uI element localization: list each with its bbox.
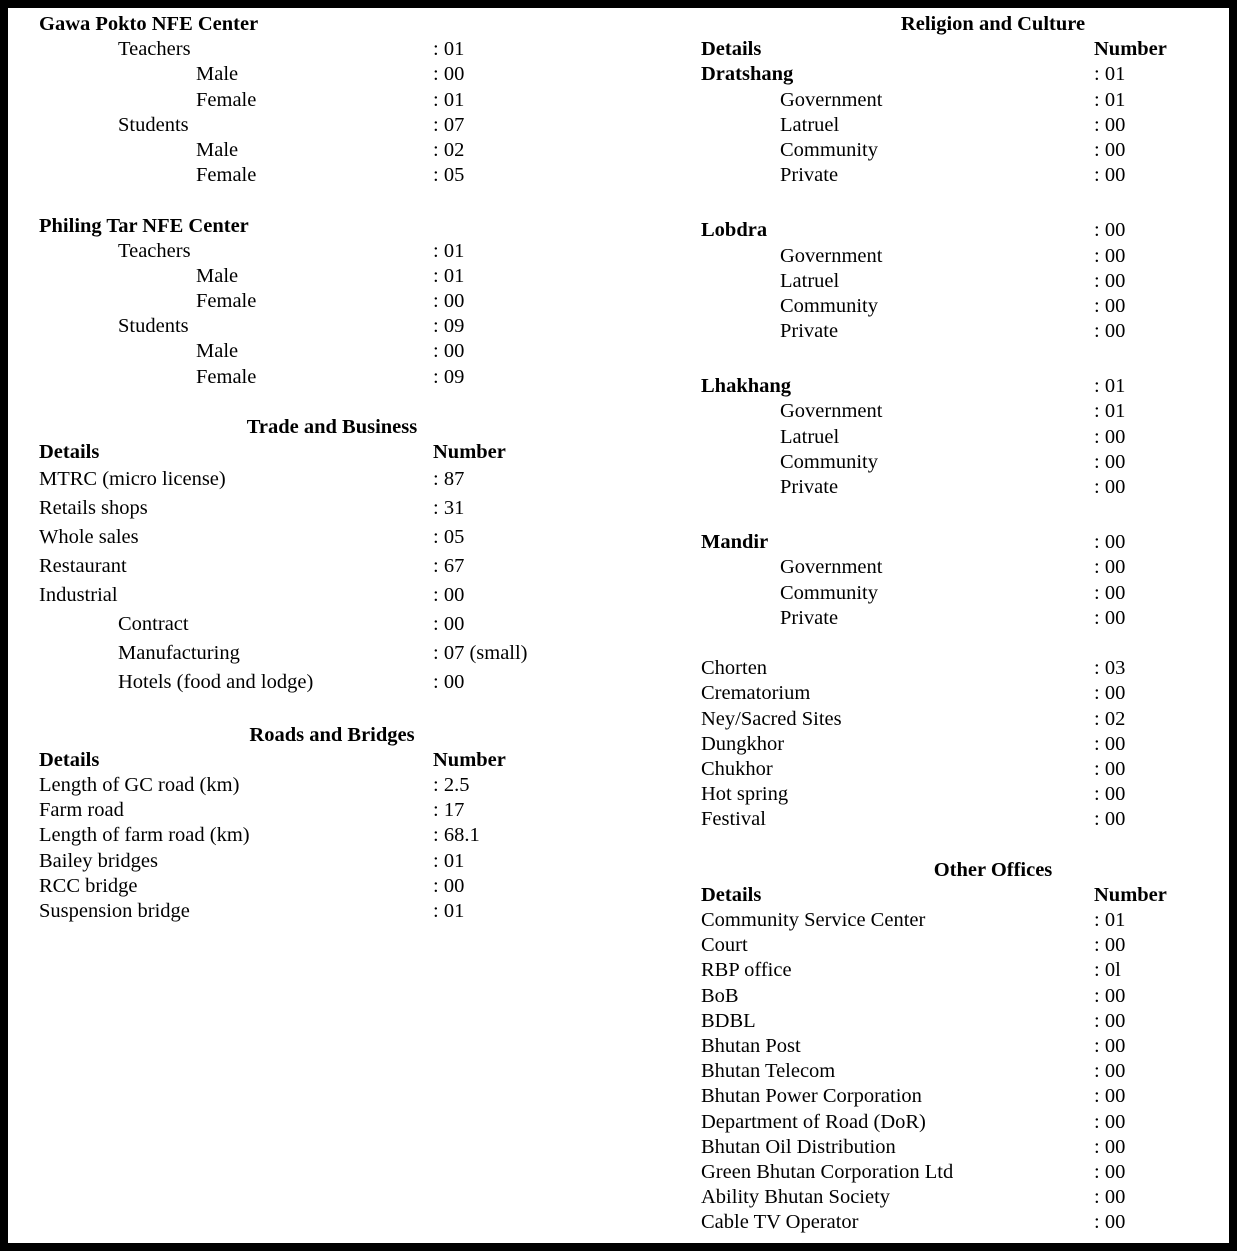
section-title: Gawa Pokto NFE Center — [39, 13, 259, 35]
row-label: Whole sales — [39, 526, 139, 549]
row-value: : 00 — [1094, 1135, 1126, 1158]
row-label: Female — [196, 88, 257, 111]
row-value: : 00 — [1094, 934, 1126, 957]
left-column — [39, 12, 599, 924]
row-label: Latruel — [780, 425, 840, 448]
row-value: : 68.1 — [433, 824, 480, 847]
row-value: : 01 — [433, 899, 465, 922]
row-value: : 00 — [433, 584, 465, 607]
row-label: Bailey bridges — [39, 849, 158, 872]
row-value: : 00 — [1094, 294, 1126, 317]
row-value: : 00 — [1094, 808, 1126, 831]
row-label: Female — [196, 365, 257, 388]
row-value: : 00 — [1094, 244, 1126, 267]
row-value: : 00 — [1094, 138, 1126, 161]
section-title: Philing Tar NFE Center — [39, 214, 249, 237]
row-label: Latruel — [780, 269, 840, 292]
row-value: : 00 — [1094, 1009, 1126, 1032]
section-title: Religion and Culture — [900, 13, 1086, 35]
row-label: BDBL — [701, 1009, 756, 1032]
row-label: Manufacturing — [118, 642, 240, 665]
row-label: Community — [780, 450, 878, 473]
row-label: Government — [780, 400, 883, 423]
row-value: : 00 — [1094, 783, 1126, 806]
row-label: Length of GC road (km) — [39, 773, 240, 796]
row-value: : 00 — [1094, 732, 1126, 755]
row-label: Mandir — [701, 531, 769, 554]
section-title: Trade and Business — [246, 416, 418, 438]
row-value: : 00 — [1094, 219, 1126, 242]
row-value: : 01 — [1094, 375, 1126, 398]
row-value: : 00 — [1094, 556, 1126, 579]
row-label: MTRC (micro license) — [39, 468, 226, 491]
row-value: : 00 — [433, 340, 465, 363]
row-value: : 87 — [433, 468, 465, 491]
row-value: : 07 — [433, 113, 465, 136]
column-header: Details — [701, 38, 762, 61]
column-header: Number — [1094, 38, 1167, 61]
row-value: : 00 — [1094, 581, 1126, 604]
row-label: Female — [196, 164, 257, 187]
row-value: : 00 — [1094, 606, 1126, 629]
row-label: Lobdra — [701, 219, 768, 242]
row-value: : 00 — [1094, 320, 1126, 343]
row-label: Contract — [118, 613, 189, 636]
row-label: Retails shops — [39, 497, 148, 520]
row-value: : 05 — [433, 526, 465, 549]
row-label: Latruel — [780, 113, 840, 136]
row-label: Restaurant — [39, 555, 127, 578]
row-label: Dungkhor — [701, 732, 785, 755]
column-header: Details — [39, 441, 100, 464]
row-value: : 00 — [433, 290, 465, 313]
row-value: : 00 — [1094, 1085, 1126, 1108]
row-label: BoB — [701, 984, 739, 1007]
row-label: Private — [780, 320, 839, 343]
row-label: Male — [196, 63, 239, 86]
row-value: : 0l — [1094, 959, 1121, 982]
row-value: : 00 — [1094, 164, 1126, 187]
row-value: : 00 — [433, 613, 465, 636]
row-label: Community — [780, 581, 878, 604]
row-label: Female — [196, 290, 257, 313]
row-label: Teachers — [118, 239, 191, 262]
row-value: : 00 — [1094, 682, 1126, 705]
row-label: Cable TV Operator — [701, 1211, 859, 1234]
row-value: : 00 — [1094, 1211, 1126, 1234]
column-header: Details — [39, 748, 100, 771]
row-label: Chukhor — [701, 757, 773, 780]
row-value: : 01 — [433, 849, 465, 872]
row-value: : 01 — [1094, 63, 1126, 86]
row-value: : 05 — [433, 164, 465, 187]
row-label: Male — [196, 138, 239, 161]
row-value: : 09 — [433, 315, 465, 338]
row-value: : 03 — [1094, 657, 1126, 680]
column-header: Number — [433, 441, 506, 464]
row-label: Chorten — [701, 657, 768, 680]
row-value: : 00 — [1094, 1186, 1126, 1209]
row-label: Length of farm road (km) — [39, 824, 250, 847]
row-value: : 01 — [1094, 909, 1126, 931]
row-label: Community Service Center — [701, 909, 926, 931]
row-value: : 01 — [433, 239, 465, 262]
row-value: : 00 — [1094, 269, 1126, 292]
row-label: Department of Road (DoR) — [701, 1110, 926, 1133]
row-value: : 17 — [433, 799, 465, 822]
row-value: : 01 — [433, 264, 465, 287]
row-label: Suspension bridge — [39, 899, 190, 922]
row-label: Court — [701, 934, 748, 957]
row-value: : 02 — [1094, 707, 1126, 730]
row-value: : 02 — [433, 138, 465, 161]
row-value: : 00 — [1094, 1034, 1126, 1057]
row-label: Government — [780, 556, 883, 579]
row-value: : 00 — [1094, 425, 1126, 448]
section-title: Other Offices — [933, 858, 1053, 881]
right-column — [701, 12, 1221, 1235]
section-title: Roads and Bridges — [249, 723, 415, 746]
row-value: : 00 — [433, 63, 465, 86]
row-label: Bhutan Telecom — [701, 1060, 836, 1083]
row-label: Lhakhang — [701, 375, 792, 398]
row-label: Bhutan Power Corporation — [701, 1085, 922, 1108]
row-label: Government — [780, 244, 883, 267]
row-label: Community — [780, 138, 878, 161]
row-value: : 00 — [1094, 531, 1126, 554]
row-value: : 00 — [1094, 450, 1126, 473]
row-label: RCC bridge — [39, 874, 138, 897]
row-label: Crematorium — [701, 682, 811, 705]
row-value: : 00 — [1094, 984, 1126, 1007]
row-value: : 01 — [1094, 400, 1126, 423]
row-label: Bhutan Post — [701, 1034, 801, 1057]
row-label: Ability Bhutan Society — [701, 1186, 891, 1209]
row-label: Teachers — [118, 38, 191, 61]
row-label: Government — [780, 88, 883, 111]
row-value: : 00 — [433, 671, 465, 694]
column-header: Number — [1094, 883, 1167, 906]
row-label: Dratshang — [701, 63, 794, 86]
row-label: Private — [780, 164, 839, 187]
row-label: Bhutan Oil Distribution — [701, 1135, 896, 1158]
row-label: RBP office — [701, 959, 792, 982]
column-header: Number — [433, 748, 506, 771]
row-label: Farm road — [39, 799, 124, 822]
row-value: : 00 — [1094, 1160, 1126, 1183]
row-value: : 07 (small) — [433, 642, 528, 665]
row-label: Hot spring — [701, 783, 789, 806]
column-header: Details — [701, 883, 762, 906]
row-value: : 2.5 — [433, 773, 470, 796]
row-label: Green Bhutan Corporation Ltd — [701, 1160, 954, 1183]
row-label: Ney/Sacred Sites — [701, 707, 842, 730]
row-label: Students — [118, 315, 189, 338]
row-label: Hotels (food and lodge) — [118, 671, 314, 694]
row-value: : 09 — [433, 365, 465, 388]
row-value: : 00 — [433, 874, 465, 897]
row-label: Private — [780, 606, 839, 629]
row-value: : 00 — [1094, 476, 1126, 498]
row-value: : 00 — [1094, 113, 1126, 136]
row-label: Festival — [701, 808, 766, 831]
row-label: Private — [780, 476, 839, 498]
row-value: : 00 — [1094, 757, 1126, 780]
row-value: : 01 — [1094, 88, 1126, 111]
row-value: : 00 — [1094, 1060, 1126, 1083]
row-value: : 31 — [433, 497, 465, 520]
row-label: Male — [196, 340, 239, 363]
row-value: : 67 — [433, 555, 465, 578]
row-value: : 01 — [433, 88, 465, 111]
row-label: Industrial — [39, 584, 118, 607]
row-label: Male — [196, 264, 239, 287]
row-value: : 00 — [1094, 1110, 1126, 1133]
row-value: : 01 — [433, 38, 465, 61]
row-label: Community — [780, 294, 878, 317]
row-label: Students — [118, 113, 189, 136]
